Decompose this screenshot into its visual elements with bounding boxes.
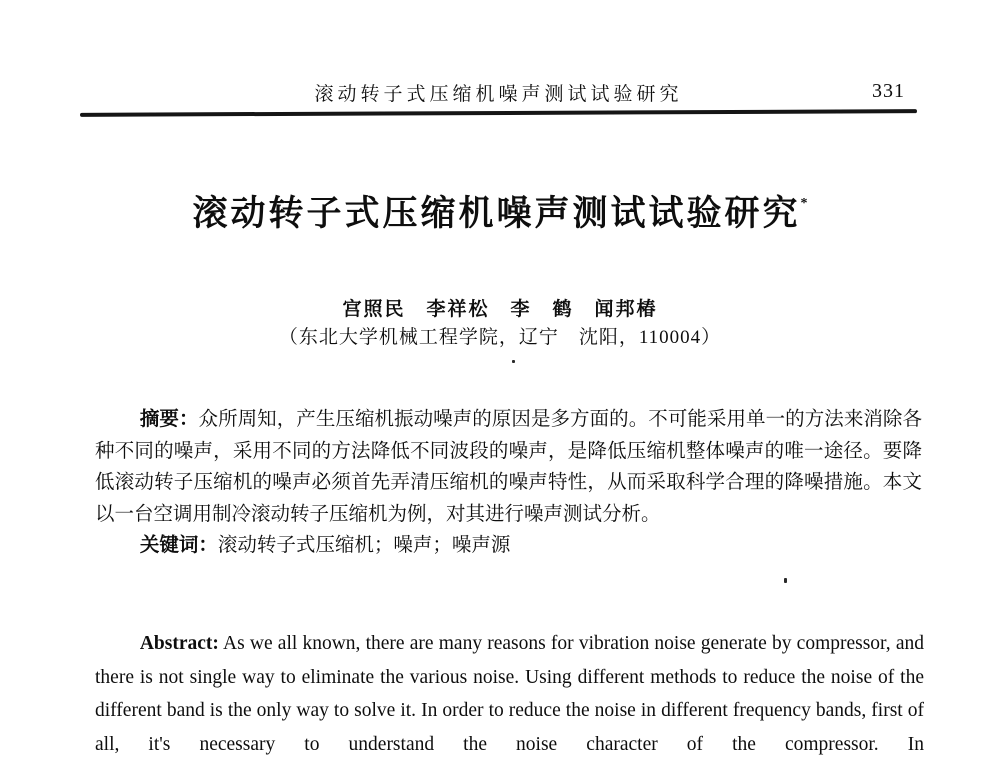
scan-speckle <box>784 578 787 583</box>
keywords-label: 关键词： <box>139 535 218 556</box>
affiliation-line: （东北大学机械工程学院，辽宁 沈阳，110004） <box>278 327 722 348</box>
chinese-abstract-text: 众所周知，产生压缩机振动噪声的原因是多方面的。不可能采用单一的方法来消除各种不同的噪声，采用不同的方法降低不同波段的噪声，是降低压缩机整体噪声的唯一途径。要降低滚动转子压缩机的噪声必须首先弄清压缩机的噪声特性，从而采取科学合理的降噪措施。本文以一台空调用制冷滚动转子压缩机为例，对其进行噪声测试分析。 <box>95 409 922 525</box>
keywords-text: 滚动转子式压缩机；噪声；噪声源 <box>217 535 511 556</box>
english-abstract-paragraph <box>95 627 924 760</box>
authors-line: 宫照民 李祥松 李 鹤 闻邦椿 <box>342 299 658 320</box>
english-abstract-label: Abstract: <box>139 633 219 654</box>
keywords-line <box>95 530 922 562</box>
header-rule <box>80 109 917 117</box>
scan-speckle <box>512 360 515 363</box>
page-number: 331 <box>872 80 905 102</box>
running-header <box>80 79 917 105</box>
english-abstract-section <box>95 627 924 760</box>
chinese-abstract-section <box>95 404 922 562</box>
chinese-abstract-label: 摘要： <box>139 409 199 430</box>
paper-title <box>0 186 1000 236</box>
paper-title-text: 滚动转子式压缩机噪声测试试验研究 <box>192 194 801 233</box>
chinese-abstract-paragraph <box>95 404 922 530</box>
running-title: 滚动转子式压缩机噪声测试试验研究 <box>314 84 683 105</box>
english-abstract-text: As we all known, there are many reasons for vibration noise generate by compressor, and there is not single way to eliminate the various noise. Using different methods to reduce the noise of the different band is the only way to solve it. In order to reduce the noise in different frequency bands, first of all, it's necessary to understand the noise character of the compressor. In <box>95 633 924 755</box>
title-footnote-mark: * <box>800 196 808 211</box>
